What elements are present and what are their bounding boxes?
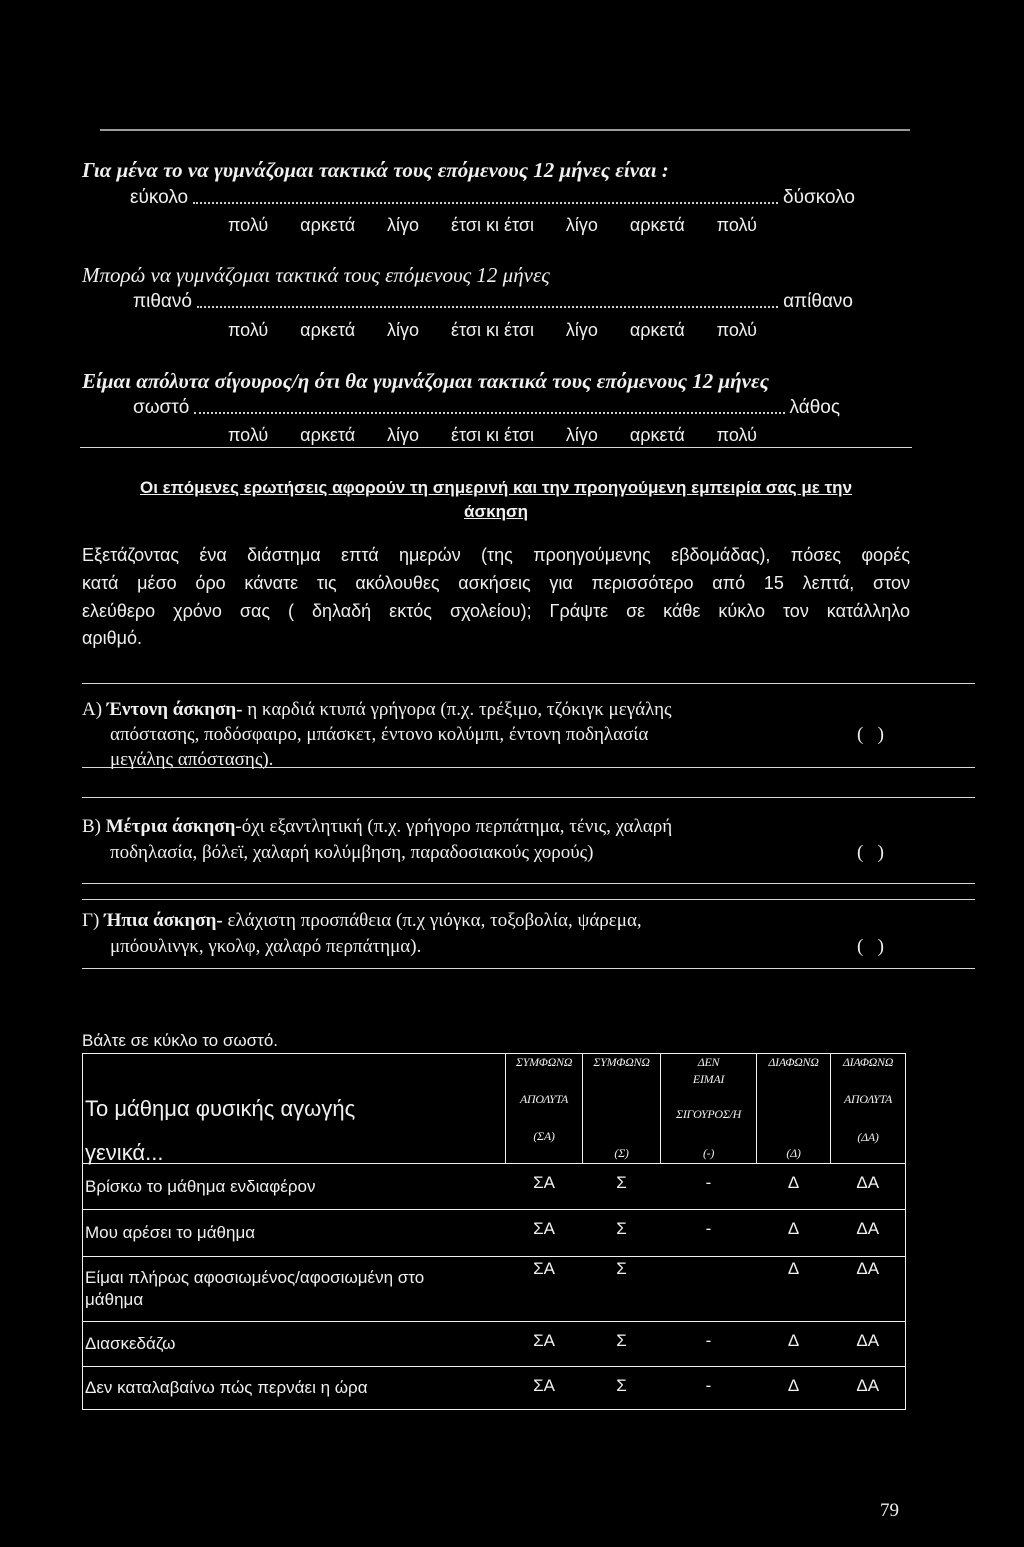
exercise-divider xyxy=(82,883,975,884)
scale-label: πολύ xyxy=(716,215,757,235)
page-number: 79 xyxy=(880,1500,899,1521)
exercise-description: -όχι εξαντλητική (π.χ. γρήγορο περπάτημα, τένις, χαλαρή xyxy=(235,816,673,837)
column-header-line: ΑΠΟΛΥΤΑ xyxy=(519,1092,569,1106)
column-header-line: ΔΙΑΦΩΝΩ xyxy=(768,1055,819,1069)
right-anchor-label: δύσκολο xyxy=(783,187,855,208)
exercise-name: Μέτρια άσκηση xyxy=(105,816,236,837)
survey-title-line-1: Το μάθημα φυσικής αγωγής xyxy=(85,1096,356,1121)
scale-label: λίγο xyxy=(565,320,598,340)
right-anchor-label: απίθανο xyxy=(783,291,853,312)
column-header-disagree xyxy=(757,1054,831,1164)
exercise-b-line-1 xyxy=(82,816,672,838)
exercise-divider xyxy=(82,899,975,900)
likert-question-1-title: Για μένα το να γυμνάζομαι τακτικά τους επόμενους 12 μήνες είναι : xyxy=(82,158,669,182)
exercise-c-line-2: μπόουλινγκ, γκολφ, χαλαρό περπάτημα). xyxy=(110,936,422,957)
option-not-sure: - xyxy=(661,1367,757,1410)
statement-cell xyxy=(83,1257,506,1322)
exercise-c-line-1 xyxy=(82,910,642,932)
statement-cell xyxy=(83,1367,506,1410)
exercise-letter: Γ) xyxy=(82,910,100,931)
scale-label: έτσι κι έτσι xyxy=(450,215,534,235)
scale-label: έτσι κι έτσι xyxy=(450,425,534,445)
scale-label: πολύ xyxy=(228,320,269,340)
survey-title-cell xyxy=(83,1054,506,1164)
exercise-letter: Β) xyxy=(82,816,101,837)
table-row xyxy=(83,1210,906,1257)
column-header-line: ΣΥΜΦΩΝΩ xyxy=(515,1055,573,1069)
exercise-divider xyxy=(82,797,975,798)
exercise-description: η καρδιά κτυπά γρήγορα (π.χ. τρέξιμο, τζόκιγκ μεγάλης xyxy=(242,699,672,720)
option-strongly-agree: ΣΑ xyxy=(506,1210,583,1257)
option-disagree: Δ xyxy=(757,1164,831,1210)
likert-question-2-title: Μπορώ να γυμνάζομαι τακτικά τους επόμενους 12 μήνες xyxy=(82,263,550,287)
scale-label: πολύ xyxy=(716,425,757,445)
statement-text: Μου αρέσει το μάθημα xyxy=(85,1223,256,1242)
option-not-sure: - xyxy=(661,1164,757,1210)
attitude-survey-table xyxy=(82,1053,906,1410)
column-header-line: ΑΠΟΛΥΤΑ xyxy=(843,1092,893,1106)
exercise-divider xyxy=(82,968,975,969)
exercise-b-answer-box: ( ) xyxy=(857,842,884,863)
instruction-line: ελεύθερο χρόνο σας ( δηλαδή εκτός σχολείου); Γράψτε σε κάθε κύκλο τον κατάλληλο xyxy=(82,601,910,621)
top-divider xyxy=(100,129,910,131)
column-header-strongly-agree xyxy=(506,1054,583,1164)
scale-label: πολύ xyxy=(228,215,269,235)
table-row xyxy=(83,1367,906,1410)
survey-instruction: Βάλτε σε κύκλο το σωστό. xyxy=(82,1031,278,1050)
instruction-line: Εξετάζοντας ένα διάστημα επτά ημερών (της προηγούμενης εβδομάδας), πόσες φορές xyxy=(82,545,910,565)
option-strongly-disagree: ΔΑ xyxy=(831,1367,906,1410)
option-agree: Σ xyxy=(583,1257,661,1322)
exercise-letter: Α) xyxy=(82,699,103,720)
option-not-sure xyxy=(661,1257,757,1322)
column-header-line: (ΔΑ) xyxy=(857,1130,879,1144)
instruction-line: κατά μέσο όρο κάνατε τις ακόλουθες ασκήσεις για περισσότερο από 15 λεπτά, στον xyxy=(82,573,910,593)
scale-label: λίγο xyxy=(387,425,420,445)
table-row xyxy=(83,1164,906,1210)
left-anchor-label: εύκολο xyxy=(130,187,189,208)
column-header-line: ΣΥΜΦΩΝΩ xyxy=(593,1055,650,1069)
section-notice-line-1: Οι επόμενες ερωτήσεις αφορούν τη σημερινή και την προηγούμενη εμπειρία σας με την xyxy=(139,478,853,497)
scale-label: λίγο xyxy=(387,320,420,340)
likert-question-2-scale xyxy=(228,318,757,342)
section-notice-line-2: άσκηση xyxy=(464,502,528,521)
statement-text: Βρίσκω το μάθημα ενδιαφέρον xyxy=(85,1176,316,1196)
exercise-name: Έντονη άσκηση- xyxy=(106,699,243,720)
likert-question-3-anchors xyxy=(133,396,840,420)
left-anchor-label: σωστό xyxy=(133,397,190,418)
option-strongly-disagree: ΔΑ xyxy=(831,1322,906,1367)
table-header-row xyxy=(83,1054,906,1164)
option-agree: Σ xyxy=(583,1210,661,1257)
option-agree: Σ xyxy=(583,1367,661,1410)
column-header-line: (Σ) xyxy=(614,1146,629,1160)
option-agree: Σ xyxy=(583,1322,661,1367)
scale-label: έτσι κι έτσι xyxy=(450,320,534,340)
likert-question-1-scale xyxy=(228,213,757,237)
option-strongly-agree: ΣΑ xyxy=(506,1367,583,1410)
scale-label: λίγο xyxy=(565,425,598,445)
column-header-strongly-disagree xyxy=(831,1054,906,1164)
statement-text: Δεν καταλαβαίνω πώς περνάει η ώρα xyxy=(85,1378,368,1397)
option-disagree: Δ xyxy=(757,1210,831,1257)
section-divider xyxy=(80,447,912,448)
exercise-a-line-1 xyxy=(82,699,672,721)
option-disagree: Δ xyxy=(757,1322,831,1367)
instruction-line: αριθμό. xyxy=(82,628,143,648)
statement-cell xyxy=(83,1322,506,1367)
likert-question-3-scale xyxy=(228,423,757,447)
dotted-leader xyxy=(193,202,778,204)
scale-label: πολύ xyxy=(716,320,757,340)
table-row xyxy=(83,1322,906,1367)
column-header-line: ΔΕΝ xyxy=(697,1055,720,1069)
scale-label: αρκετά xyxy=(629,215,685,235)
option-not-sure: - xyxy=(661,1210,757,1257)
scale-label: λίγο xyxy=(387,215,420,235)
statement-text: Είμαι πλήρως αφοσιωμένος/αφοσιωμένη στο μάθημα xyxy=(85,1268,425,1309)
dotted-leader xyxy=(194,412,784,414)
scale-label: αρκετά xyxy=(629,320,685,340)
scale-label: αρκετά xyxy=(300,320,356,340)
option-strongly-agree: ΣΑ xyxy=(506,1322,583,1367)
scale-label: λίγο xyxy=(565,215,598,235)
exercise-a-answer-box: ( ) xyxy=(857,724,884,745)
likert-question-1-anchors xyxy=(130,186,855,210)
scale-label: πολύ xyxy=(228,425,269,445)
exercise-c-answer-box: ( ) xyxy=(857,936,884,957)
column-header-line: (Δ) xyxy=(786,1146,801,1160)
scale-label: αρκετά xyxy=(629,425,685,445)
option-strongly-disagree: ΔΑ xyxy=(831,1257,906,1322)
exercise-a-line-2: απόστασης, ποδόσφαιρο, μπάσκετ, έντονο κολύμπι, έντονη ποδηλασία xyxy=(110,724,649,745)
scale-label: αρκετά xyxy=(300,215,356,235)
option-strongly-agree: ΣΑ xyxy=(506,1257,583,1322)
exercise-name: Ήπια άσκηση- xyxy=(104,910,223,931)
column-header-line: (ΣΑ) xyxy=(533,1129,555,1143)
column-header-not-sure xyxy=(661,1054,757,1164)
right-anchor-label: λάθος xyxy=(789,397,840,418)
option-disagree: Δ xyxy=(757,1367,831,1410)
likert-question-2-anchors xyxy=(133,290,853,314)
statement-text: Διασκεδάζω xyxy=(85,1334,176,1353)
option-strongly-agree: ΣΑ xyxy=(506,1164,583,1210)
option-not-sure: - xyxy=(661,1322,757,1367)
option-strongly-disagree: ΔΑ xyxy=(831,1210,906,1257)
column-header-line: ΕΙΜΑΙ xyxy=(692,1072,725,1086)
option-strongly-disagree: ΔΑ xyxy=(831,1164,906,1210)
likert-question-3-title: Είμαι απόλυτα σίγουρος/η ότι θα γυμνάζομαι τακτικά τους επόμενους 12 μήνες xyxy=(82,369,769,393)
option-agree: Σ xyxy=(583,1164,661,1210)
left-anchor-label: πιθανό xyxy=(133,291,192,312)
table-row xyxy=(83,1257,906,1322)
exercise-divider xyxy=(82,767,975,768)
column-header-line: (-) xyxy=(702,1146,715,1160)
column-header-agree xyxy=(583,1054,661,1164)
statement-cell xyxy=(83,1210,506,1257)
column-header-line: ΣΙΓΟΥΡΟΣ/Η xyxy=(676,1107,741,1121)
scale-label: αρκετά xyxy=(300,425,356,445)
exercise-a-line-3: μεγάλης απόστασης). xyxy=(110,749,274,770)
option-disagree: Δ xyxy=(757,1257,831,1322)
column-header-line: ΔΙΑΦΩΝΩ xyxy=(842,1055,894,1069)
exercise-divider xyxy=(82,683,975,684)
exercise-description: ελάχιστη προσπάθεια (π.χ γιόγκα, τοξοβολία, ψάρεμα, xyxy=(222,910,642,931)
exercise-b-line-2: ποδηλασία, βόλεϊ, χαλαρή κολύμβηση, παραδοσιακούς χορούς) xyxy=(110,842,594,863)
survey-title-line-2: γενικά... xyxy=(85,1140,164,1165)
dotted-leader xyxy=(197,306,778,308)
